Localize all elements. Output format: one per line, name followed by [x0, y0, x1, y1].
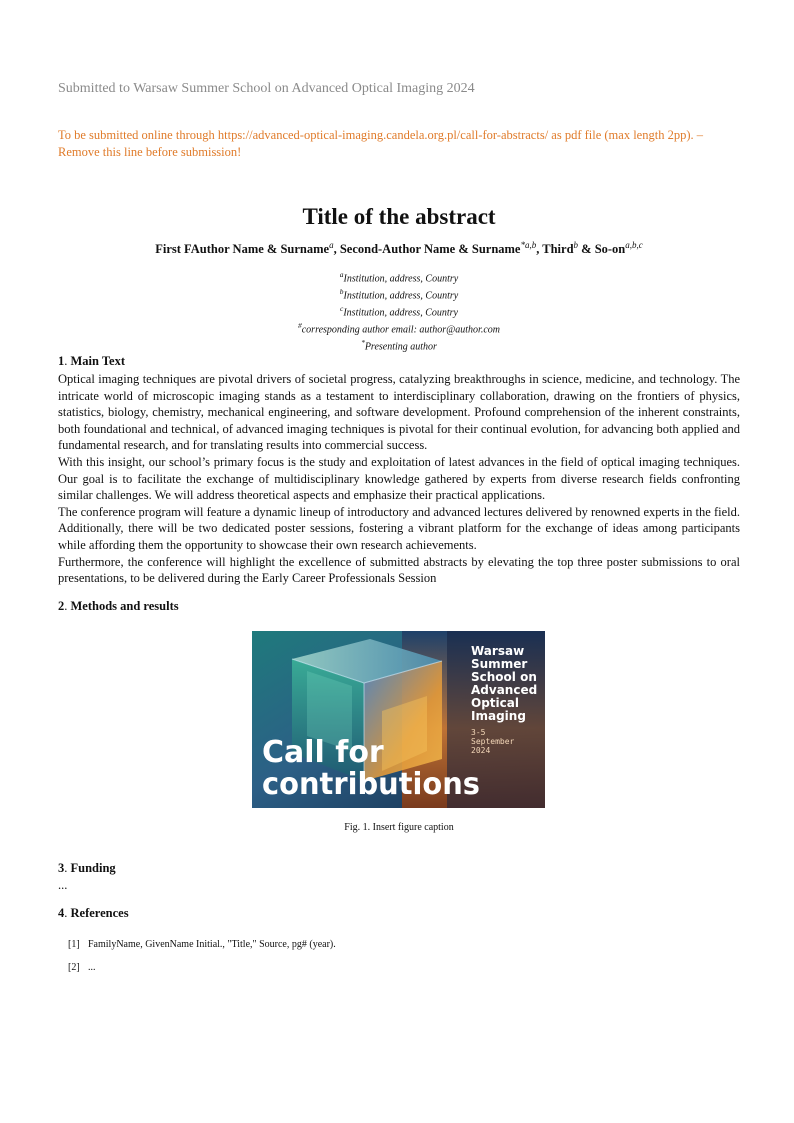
affiliation: [58, 286, 740, 303]
affiliation-text: corresponding author email: author@author.com: [301, 324, 501, 336]
poster-date-line: September: [471, 737, 515, 746]
poster-graphic: [252, 631, 545, 808]
poster-date-line: 2024: [471, 746, 491, 755]
poster-cta-line: contributions: [262, 767, 480, 802]
poster-school-line: Advanced: [471, 683, 538, 697]
affiliation-sup: *: [361, 337, 365, 347]
poster-school-line: School on: [471, 670, 537, 684]
reference-number: [1]: [68, 939, 80, 950]
affiliation-sup: b: [339, 286, 344, 296]
section-number: 3: [58, 861, 65, 875]
affiliation: [58, 269, 740, 286]
section-number: 2: [58, 599, 65, 613]
section-heading-main: 1. Main Text: [58, 354, 126, 368]
author-sup: a,b,c: [625, 240, 643, 250]
author-sup: *a,b: [520, 240, 537, 250]
reference-item: [68, 962, 96, 973]
poster-school-line: Imaging: [471, 709, 526, 723]
reference-item: [68, 939, 336, 950]
section-heading-funding: 3. Funding: [58, 861, 116, 875]
author-sup: a: [329, 240, 334, 250]
section-heading-methods: 2. Methods and results: [58, 599, 179, 613]
affiliation-sup: a: [339, 270, 344, 279]
section-number: 1: [58, 354, 65, 368]
affiliation-text: Institution, address, Country: [343, 307, 458, 319]
poster-school-line: Optical: [471, 696, 519, 710]
author-name: & So-on: [578, 242, 626, 257]
section-title: Funding: [70, 861, 116, 875]
affiliation-text: Presenting author: [364, 341, 437, 353]
reference-text: FamilyName, GivenName Initial., "Title," Source, pg# (year).: [88, 939, 336, 950]
figure-caption: Fig. 1. Insert figure caption: [344, 822, 454, 833]
affiliation-sup: #: [297, 320, 302, 330]
submission-note: To be submitted online through https://advanced-optical-imaging.candela.org.pl/call-for-abstracts/ as pdf file (max length 2pp). – Remove this line before submission!: [58, 128, 703, 159]
main-text-body: [58, 371, 740, 587]
reference-text: ...: [88, 962, 96, 973]
paragraph: Optical imaging techniques are pivotal drivers of societal progress, catalyzing breakthroughs in science, medicine, and technology. The intricate world of microscopic imaging stands as a testament to interdisciplinary collaboration, drawing on the frontiers of physics, statistics, biology, chemistry, mechanical engineering, and software development. Profound comprehension of the inherent constraints, both foundational and technical, of advanced imaging techniques is pivotal for their continual evolution, for advancing both applied and fundamental research, and for translating results into commercial success.: [58, 372, 740, 453]
affiliation: [58, 303, 740, 320]
author-list: [58, 240, 740, 257]
funding-text: ...: [58, 878, 68, 892]
affiliation-text: Institution, address, Country: [343, 273, 459, 285]
author-name: , Second-Author Name & Surname: [333, 242, 521, 257]
submitted-header: Submitted to Warsaw Summer School on Advanced Optical Imaging 2024: [58, 81, 475, 96]
author-sup: b: [573, 240, 579, 250]
paragraph: The conference program will feature a dynamic lineup of introductory and advanced lectures delivered by renowned experts in the field. Additionally, there will be two dedicated poster sessions, fostering a vibrant platform for the exchange of ideas among participants while affording them the opportunity to showcase their own research achievements.: [58, 504, 740, 552]
poster-school-line: Summer: [471, 657, 528, 671]
affiliation-list: [58, 269, 740, 354]
poster-date-line: 3-5: [471, 728, 486, 737]
poster-cta-line: Call for: [262, 735, 384, 770]
section-title: Methods and results: [70, 599, 179, 613]
section-title: Main Text: [70, 354, 126, 368]
poster-school-line: Warsaw: [471, 644, 525, 658]
affiliation: [58, 320, 740, 337]
paragraph: Furthermore, the conference will highlight the excellence of submitted abstracts by elevating the top three poster submissions to oral presentations, to be delivered during the Early Career Professionals Session: [58, 554, 740, 586]
figure-poster-image: [252, 631, 545, 808]
paper-title: Title of the abstract: [302, 204, 496, 229]
affiliation-text: Institution, address, Country: [343, 290, 459, 302]
affiliation-sup: c: [340, 303, 344, 313]
affiliation: [58, 337, 740, 354]
section-heading-references: 4. References: [58, 906, 129, 920]
author-name: First FAuthor Name & Surname: [155, 242, 330, 257]
paragraph: With this insight, our school’s primary focus is the study and exploitation of latest advances in the field of optical imaging techniques. Our goal is to facilitate the exchange of multidisciplinary knowledge gathered by experts from diverse research fields confronting similar challenges. We will address theoretical aspects and emphasize their practical applications.: [58, 454, 740, 503]
section-number: 4: [58, 906, 65, 920]
section-title: References: [70, 906, 129, 920]
reference-number: [2]: [68, 962, 80, 973]
author-name: , Third: [536, 242, 574, 257]
